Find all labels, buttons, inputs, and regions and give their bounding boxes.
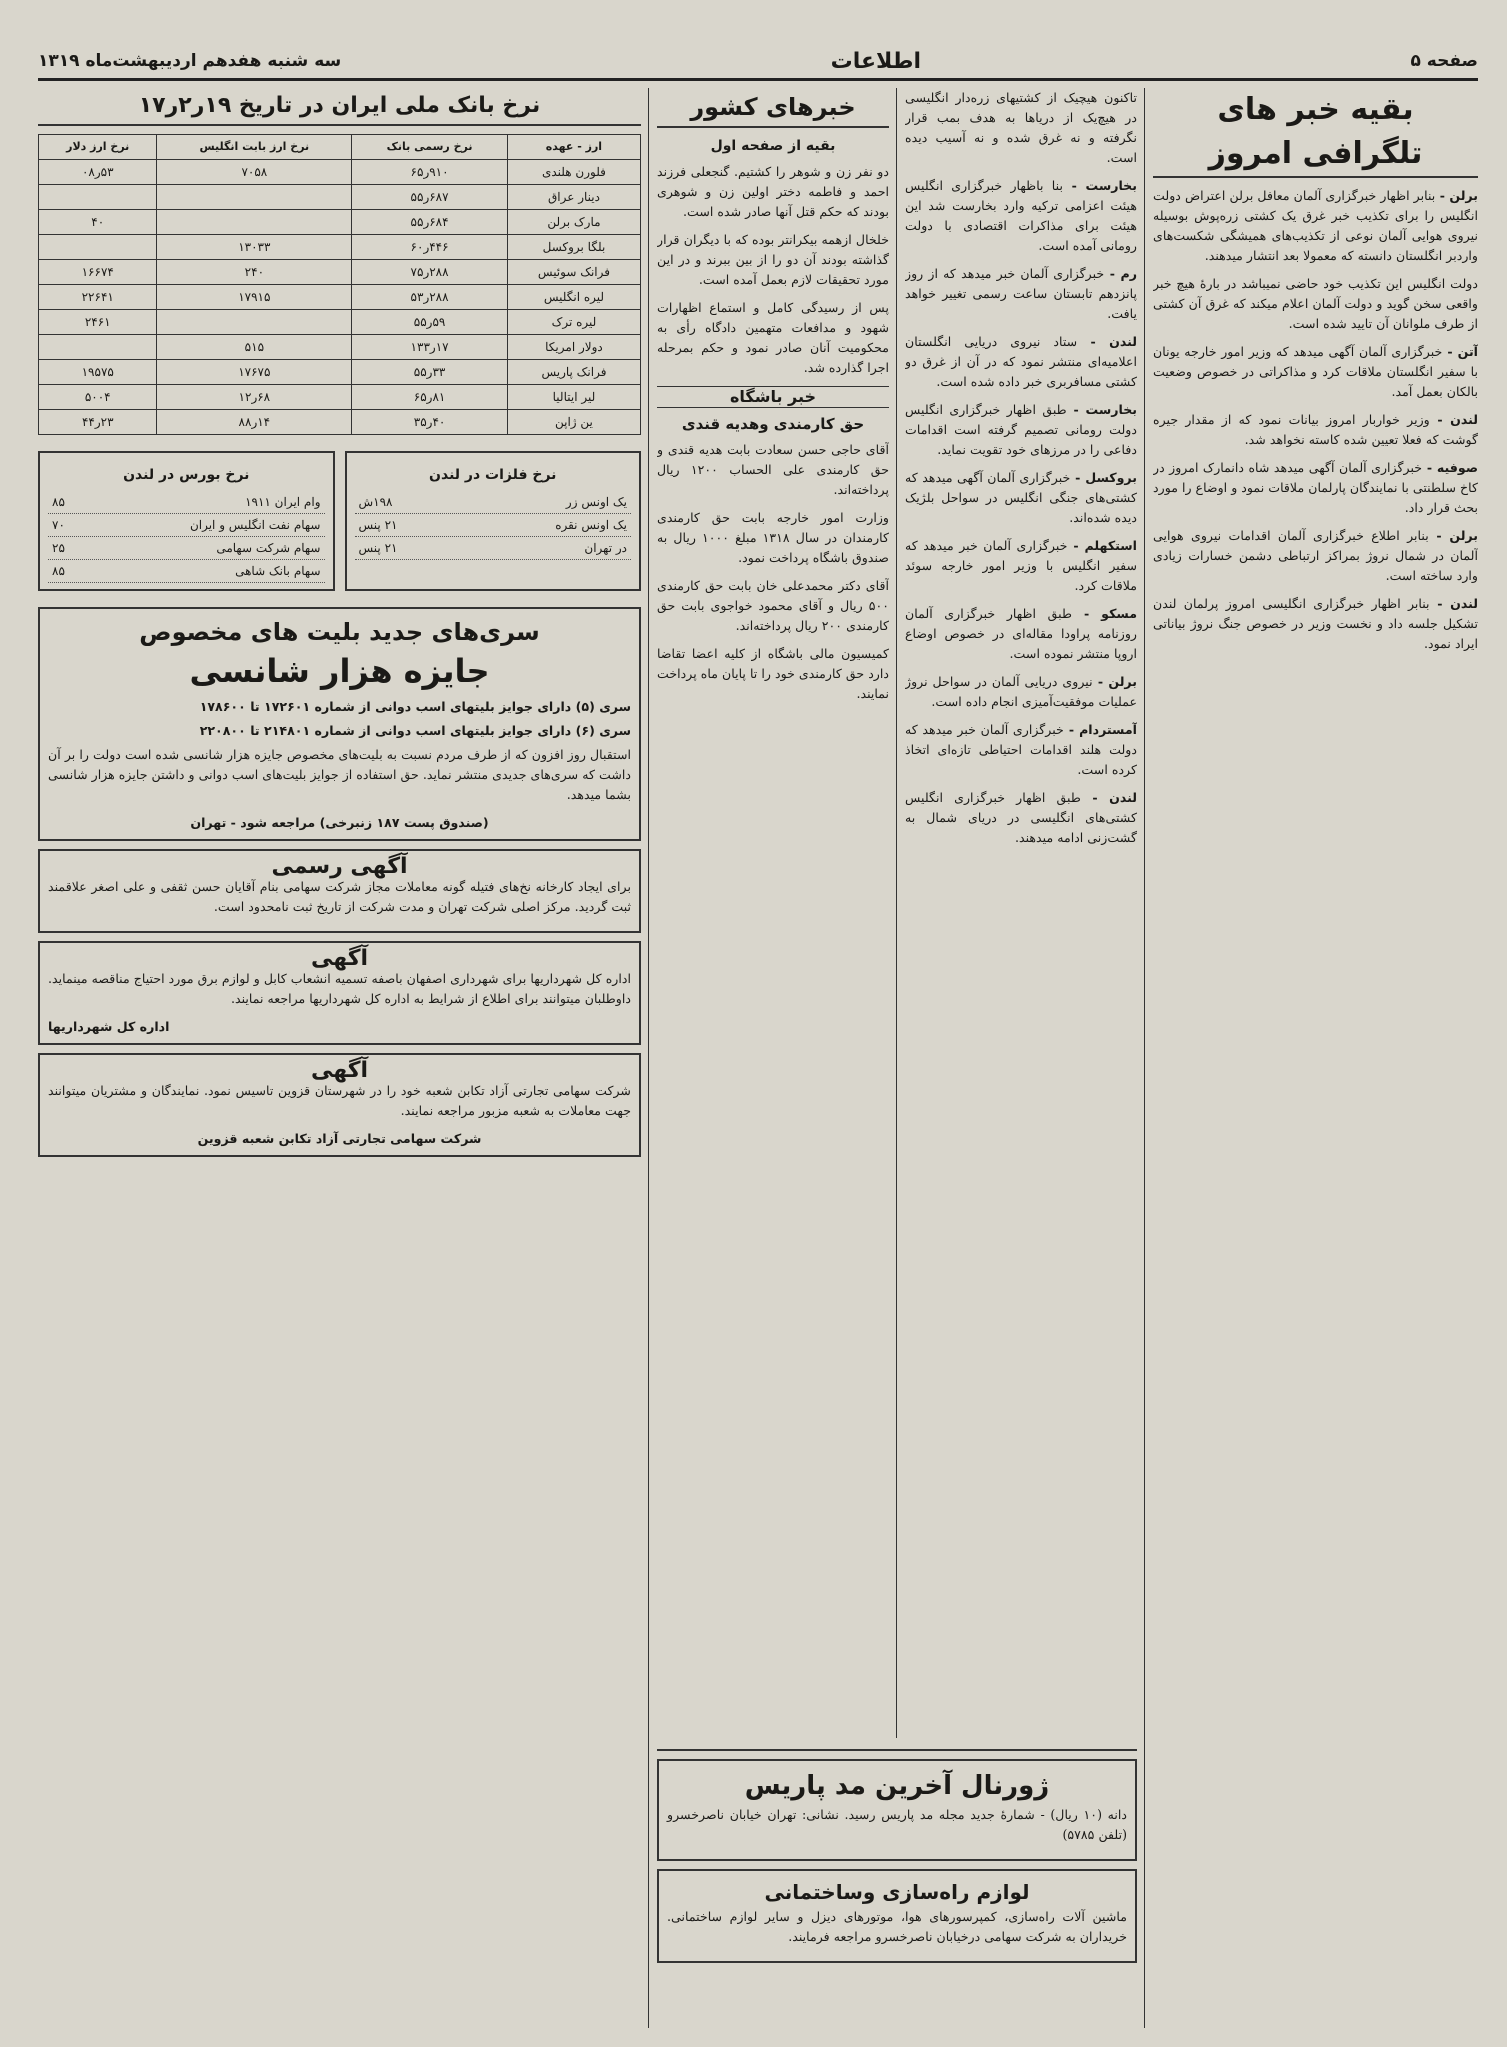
rates-cell: دینار عراق bbox=[507, 185, 640, 210]
metal-value: ۲۱ پنس bbox=[358, 518, 398, 532]
rates-row bbox=[39, 260, 641, 285]
news-item bbox=[905, 400, 1137, 460]
rates-cell bbox=[39, 235, 157, 260]
telegraph-item bbox=[1153, 410, 1478, 450]
company-notice-title: آگهی bbox=[310, 1058, 369, 1083]
club-news-body bbox=[657, 440, 889, 704]
metals-box bbox=[345, 451, 642, 591]
club-news-paragraph: آقای دکتر محمدعلی خان بابت حق کارمندی ۵۰۰ ریال و آقای محمود خواجوی بابت حق کارمندی ۲۰۰ ریال پرداخته‌اند. bbox=[657, 578, 889, 633]
rates-cell: ۲۸۸ر۷۵ bbox=[352, 260, 508, 285]
rates-cell: ۵۱۵ bbox=[157, 335, 352, 360]
news-dateline: استکهلم - bbox=[1067, 538, 1137, 553]
lottery-title: سری‌های جدید بلیت های مخصوص bbox=[139, 618, 540, 646]
news-text: خبرگزاری آلمان خبر میدهد که سفیر انگلیس با وزیر امور خارجه سوئد ملاقات کرد. bbox=[905, 538, 1137, 593]
news-text: طبق اظهار خبرگزاری آلمان روزنامه پراودا مقاله‌ای در خصوص اوضاع اروپا منتشر نموده است. bbox=[905, 606, 1137, 661]
news-item bbox=[905, 536, 1137, 596]
lottery-footer: (صندوق پست ۱۸۷ زنبرخی) مراجعه شود - تهران bbox=[190, 815, 489, 830]
metal-row bbox=[355, 514, 632, 537]
news-item bbox=[905, 332, 1137, 392]
supplies-text: ماشین آلات راه‌سازی، کمپرسورهای هوا، موتورهای دیزل و سایر لوازم ساختمانی. خریداران به شرکت سهامی درخیابان ناصرخسرو مراجعه فرمایند. bbox=[667, 1909, 1127, 1944]
news-dateline: لندن - bbox=[1077, 334, 1137, 349]
club-news-paragraph: آقای حاجی حسن سعادت بابت هدیه قندی و حق کارمندی علی الحساب ۱۲۰۰ ریال پرداخته‌اند. bbox=[657, 442, 889, 497]
news-dateline: رم - bbox=[1104, 266, 1137, 281]
rates-row bbox=[39, 235, 641, 260]
paper-name: اطلاعات bbox=[830, 48, 922, 74]
rates-cell: فرانک پاریس bbox=[507, 360, 640, 385]
bourse-title: نرخ بورس در لندن bbox=[123, 467, 250, 483]
column-news bbox=[905, 88, 1137, 1738]
column-rule bbox=[648, 88, 649, 2028]
news-item bbox=[905, 264, 1137, 324]
rates-cell: دولار امریکا bbox=[507, 335, 640, 360]
municipal-notice bbox=[38, 941, 641, 1045]
rates-cell: ۴۴۶ر۶۰ bbox=[352, 235, 508, 260]
newspaper-page bbox=[38, 44, 1478, 2034]
rates-cell bbox=[39, 185, 157, 210]
metal-row bbox=[355, 491, 632, 514]
metal-label: در تهران bbox=[584, 541, 627, 555]
rates-cell: ۸۱ر۶۵ bbox=[352, 385, 508, 410]
news-text: طبق اظهار خبرگزاری انگلیس کشتی‌های انگلیسی در دریای شمال به گشت‌زنی ادامه میدهند. bbox=[905, 790, 1137, 845]
metal-label: یک اونس نقره bbox=[555, 518, 627, 532]
column-country-news bbox=[657, 88, 889, 1738]
bourse-value: ۷۰ bbox=[52, 518, 65, 532]
telegraph-item bbox=[1153, 274, 1478, 334]
column-telegraph bbox=[1153, 88, 1478, 2028]
rates-column-header: نرخ ارز دلار bbox=[39, 135, 157, 160]
rates-cell: ۱۹۵۷۵ bbox=[39, 360, 157, 385]
rates-cell: ین ژاپن bbox=[507, 410, 640, 435]
rates-cell: ۱۷۶۷۵ bbox=[157, 360, 352, 385]
lottery-series-line: سری (۵) دارای جوایز بلیتهای اسب دوانی از شماره ۱۷۲۶۰۱ تا ۱۷۸۶۰۰ bbox=[199, 699, 631, 714]
telegraph-text: بنابر اطلاع خبرگزاری آلمان اقدامات نیروی هوایی آلمان در شمال نروژ بمراکز ارتباطی دشمن خسارات زیادی وارد ساخته است. bbox=[1153, 528, 1478, 583]
news-dateline: آمستردام - bbox=[1063, 722, 1137, 737]
telegraph-text: بنابر اظهار خبرگزاری آلمان معافل برلن اعتراض دولت انگلیس را برای تکذیب خبر غرق یک کشتی زره‌پوش بوسیله نیروی هوایی آلمان نوعی از تکذیب‌های همیشگی شکست‌های واردبر انگلستان دانسته که معمولا بعد انتشار میدهند. bbox=[1153, 188, 1478, 263]
news-items bbox=[905, 88, 1137, 848]
news-item bbox=[905, 176, 1137, 256]
column-rule bbox=[1144, 88, 1145, 2028]
municipal-notice-text: اداره کل شهرداریها برای شهرداری اصفهان باصفه تسمیه انشعاب کابل و لوازم برق مورد احتیاج مناقصه مینماید. داوطلبان میتوانند برای اطلاع از شرایط به اداره کل شهرداریها مراجعه نمایند. bbox=[48, 971, 631, 1006]
rates-row bbox=[39, 360, 641, 385]
rates-cell: ۱۷۹۱۵ bbox=[157, 285, 352, 310]
rates-cell: ۲۲۶۴۱ bbox=[39, 285, 157, 310]
journal-ad bbox=[657, 1759, 1137, 1861]
telegraph-item bbox=[1153, 526, 1478, 586]
column-rule bbox=[896, 88, 897, 1738]
club-news-paragraph: کمیسیون مالی باشگاه از کلیه اعضا تقاضا دارد حق کارمندی خود را تا پایان ماه پرداخت نمایند. bbox=[657, 646, 889, 701]
bourse-label: سهام شرکت سهامی bbox=[216, 541, 321, 555]
rates-row bbox=[39, 310, 641, 335]
country-news-paragraph: خلخال ازهمه بیکرانتر بوده که با دیگران قرار گذاشته بودند آن دو را از بین ببرند و در این مورد تحقیقات لازم بعمل آمده است. bbox=[657, 232, 889, 287]
supplies-ad bbox=[657, 1869, 1137, 1963]
rates-cell: لیر ایتالیا bbox=[507, 385, 640, 410]
rates-row bbox=[39, 335, 641, 360]
bourse-label: سهام نفت انگلیس و ایران bbox=[189, 518, 321, 532]
news-dateline: مسکو - bbox=[1071, 606, 1137, 621]
bourse-row bbox=[48, 537, 325, 560]
news-item bbox=[905, 468, 1137, 528]
company-notice-text: شرکت سهامی تجارتی آزاد تکابن شعبه خود را در شهرستان قزوین تاسیس نمود. نمایندگان و مشتریان میتوانند جهت معاملات به شعبه مزبور مراجعه نمایند. bbox=[48, 1083, 631, 1118]
news-text: خبرگزاری آلمان خبر میدهد که از روز پانزدهم تابستان ساعت رسمی تغییر خواهد یافت. bbox=[905, 266, 1137, 321]
membership-fee-title: حق کارمندی وهدیه قندی bbox=[681, 415, 865, 433]
telegraph-dateline: آتن - bbox=[1442, 344, 1478, 359]
rates-cell: لیره انگلیس bbox=[507, 285, 640, 310]
metal-value: ۱۹۸ش bbox=[358, 495, 393, 509]
news-text: خبرگزاری آلمان خبر میدهد که دولت هلند اقدامات احتیاطی تازه‌ای اتخاذ کرده است. bbox=[905, 722, 1137, 777]
rates-row bbox=[39, 385, 641, 410]
rates-cell: ۳۳ر۵۵ bbox=[352, 360, 508, 385]
lottery-text: استقبال روز افزون که از طرف مردم نسبت به بلیت‌های مخصوص جایزه هزار شانسی شده است دولت را بر آن داشت که سری‌های جدیدی منتشر نماید. حق استفاده از جوایز بلیت‌های اسب دوانی و داشتن جایزه هزار شانسی بشما میدهد. bbox=[48, 747, 631, 802]
bourse-value: ۲۵ bbox=[52, 541, 65, 555]
rates-row bbox=[39, 410, 641, 435]
bourse-value: ۸۵ bbox=[52, 564, 65, 578]
country-news-body bbox=[657, 162, 889, 378]
supplies-title: لوازم راه‌سازی وساختمانی bbox=[764, 1880, 1030, 1904]
official-notice bbox=[38, 849, 641, 933]
telegraph-dateline: لندن - bbox=[1429, 412, 1478, 427]
bourse-value: ۸۵ bbox=[52, 495, 65, 509]
rates-cell bbox=[157, 185, 352, 210]
column-rates-ads bbox=[38, 88, 641, 2028]
lottery-series-line: سری (۶) دارای جوایز بلیتهای اسب دوانی از شماره ۲۱۴۸۰۱ تا ۲۲۰۸۰۰ bbox=[199, 723, 631, 738]
rates-cell bbox=[39, 335, 157, 360]
news-text: تاکنون هیچیک از کشتیهای زره‌دار انگلیسی در هیچ‌یک از دریاها به هدف بمب قرار نگرفته و نه غرق شده و نه آسیب دیده است. bbox=[905, 90, 1137, 165]
rates-cell: ۹۱۰ر۶۵ bbox=[352, 160, 508, 185]
news-text: نیروی دریایی آلمان در سواحل نروژ عملیات موفقیت‌آمیزی انجام داده است. bbox=[905, 674, 1137, 709]
rates-cell: ۱۶۶۷۴ bbox=[39, 260, 157, 285]
official-notice-text: برای ایجاد کارخانه نخ‌های فتیله گونه معاملات مجاز شرکت سهامی بنام آقایان حسن ثقفی و علی اصغر علاقمند ثبت گردید. مرکز اصلی شرکت تهران و مدت شرکت از تاریخ ثبت نامحدود است. bbox=[48, 879, 631, 914]
bottom-ads bbox=[657, 1749, 1137, 2031]
rates-cell: ۴۰ر۳۵ bbox=[352, 410, 508, 435]
telegraph-item bbox=[1153, 186, 1478, 266]
currency-rates-table bbox=[38, 134, 641, 435]
rates-cell: ۵۹ر۵۵ bbox=[352, 310, 508, 335]
telegraph-text: خبرگزاری آلمان آگهی میدهد شاه دانمارک امروز در کاخ سلطنتی با نمایندگان پارلمان ملاقات نمود و اوضاع را مورد بحث قرار داد. bbox=[1153, 460, 1478, 515]
news-text: طبق اظهار خبرگزاری انگلیس دولت رومانی تصمیم گرفته است اقدامات دفاعی را در مرزهای خود تقویت نماید. bbox=[905, 402, 1137, 457]
country-news-paragraph: پس از رسیدگی کامل و استماع اظهارات شهود و مدافعات متهمین دادگاه رأی به محکومیت آنان صادر نمود و حکم بمرحله اجرا گذارده شد. bbox=[657, 300, 889, 375]
bourse-row bbox=[48, 560, 325, 583]
telegraph-dateline: لندن - bbox=[1429, 596, 1478, 611]
news-dateline: برلن - bbox=[1092, 674, 1137, 689]
news-item bbox=[905, 720, 1137, 780]
rates-cell: بلگا بروکسل bbox=[507, 235, 640, 260]
telegraph-item bbox=[1153, 458, 1478, 518]
club-news-paragraph: وزارت امور خارجه بابت حق کارمندی کارمندان در سال ۱۳۱۸ مبلغ ۱۰۰۰ ریال به صندوق باشگاه پرداخت نمود. bbox=[657, 510, 889, 565]
news-text: خبرگزاری آلمان آگهی میدهد که کشتی‌های جنگی انگلیس در سواحل بلژیک دیده شده‌اند. bbox=[905, 470, 1137, 525]
telegraph-text: وزیر خواربار امروز بیانات نمود که از مقدار جیره گوشت که فعلا تعیین شده کاسته نخواهد شد. bbox=[1153, 412, 1478, 447]
rates-cell: لیره ترک bbox=[507, 310, 640, 335]
rates-cell: ۱۴ر۸۸ bbox=[157, 410, 352, 435]
rates-cell bbox=[157, 310, 352, 335]
rates-column-header: نرخ ارز بابت انگلیس bbox=[157, 135, 352, 160]
bourse-row bbox=[48, 491, 325, 514]
page-header bbox=[38, 44, 1478, 81]
rates-row bbox=[39, 210, 641, 235]
news-text: ستاد نیروی دریایی انگلستان اعلامیه‌ای منتشر نمود که در آن از غرق دو کشتی مسافربری خبر داده شده است. bbox=[905, 334, 1137, 389]
country-news-title: خبرهای کشور bbox=[657, 88, 889, 128]
rates-cell: ۶۸۷ر۵۵ bbox=[352, 185, 508, 210]
rates-cell: ۴۰ bbox=[39, 210, 157, 235]
rates-cell bbox=[157, 210, 352, 235]
issue-date: سه شنبه هفدهم اردیبهشت‌ماه ۱۳۱۹ bbox=[38, 51, 342, 71]
telegraph-dateline: برلن - bbox=[1428, 528, 1478, 543]
metal-row bbox=[355, 537, 632, 560]
rates-row bbox=[39, 160, 641, 185]
rates-cell: ۲۸۸ر۵۳ bbox=[352, 285, 508, 310]
telegraph-text: دولت انگلیس این تکذیب خود حاضی نمیباشد در بارهٔ هیچ خبر واقعی سخن گوید و دولت آلمان اعلام میکند که غرق آن کشتی از طرف ملوانان آن تایید شده است. bbox=[1153, 276, 1478, 331]
rates-cell: ۵۳ر۰۸ bbox=[39, 160, 157, 185]
rates-cell: مارک برلن bbox=[507, 210, 640, 235]
bourse-label: سهام بانک شاهی bbox=[235, 564, 321, 578]
rates-cell: ۱۷ر۱۳۳ bbox=[352, 335, 508, 360]
news-dateline: لندن - bbox=[1080, 790, 1137, 805]
rates-cell: ۲۴۶۱ bbox=[39, 310, 157, 335]
telegraph-title: بقیه خبر های تلگرافی امروز bbox=[1153, 88, 1478, 178]
news-text: بنا باظهار خبرگزاری انگلیس هیئت اعزامی ترکیه وارد بخارست شد این هیئت برای مذاکرات اقتصادی با دولت رومانی آمده است. bbox=[905, 178, 1137, 253]
rates-cell: فلورن هلندی bbox=[507, 160, 640, 185]
bank-rates-title: نرخ بانک ملی ایران در تاریخ ۱۹ر۲ر۱۷ bbox=[38, 88, 641, 126]
journal-title: ژورنال آخرین مد پاریس bbox=[744, 1771, 1050, 1801]
metal-label: یک اونس زر bbox=[565, 495, 627, 509]
metal-value: ۲۱ پنس bbox=[358, 541, 398, 555]
rates-cell: ۷۰۵۸ bbox=[157, 160, 352, 185]
company-notice bbox=[38, 1053, 641, 1157]
telegraph-item bbox=[1153, 594, 1478, 654]
rates-cell: ۱۳۰۳۳ bbox=[157, 235, 352, 260]
rates-cell: ۲۴۰ bbox=[157, 260, 352, 285]
rates-cell: ۶۸ر۱۲ bbox=[157, 385, 352, 410]
rates-row bbox=[39, 285, 641, 310]
news-dateline: بروکسل - bbox=[1070, 470, 1137, 485]
telegraph-text: بنابر اظهار خبرگزاری انگلیسی امروز پرلمان لندن تشکیل جلسه داد و نخست وزیر در خصوص جنگ نروژ بیاناتی ایراد نمود. bbox=[1153, 596, 1478, 651]
news-item bbox=[905, 788, 1137, 848]
rates-column-header: نرخ رسمی بانک bbox=[352, 135, 508, 160]
telegraph-dateline: برلن - bbox=[1435, 188, 1478, 203]
rates-column-header: ارز - عهده bbox=[507, 135, 640, 160]
bourse-box bbox=[38, 451, 335, 591]
journal-text: دانه (۱۰ ریال) - شمارۀ جدید مجله مد پاریس رسید. نشانی: تهران خیابان ناصرخسرو (تلفن ۵۷۸۵) bbox=[667, 1807, 1128, 1842]
municipal-notice-title: آگهی bbox=[310, 946, 369, 971]
news-dateline: بخارست - bbox=[1062, 178, 1137, 193]
telegraph-items bbox=[1153, 186, 1478, 654]
bourse-label: وام ایران ۱۹۱۱ bbox=[245, 495, 321, 509]
lottery-big-title: جایزه هزار شانسی bbox=[189, 652, 490, 690]
rates-cell: ۲۳ر۴۴ bbox=[39, 410, 157, 435]
metals-title: نرخ فلزات در لندن bbox=[429, 467, 557, 483]
municipal-notice-sign: اداره کل شهرداریها bbox=[48, 1019, 170, 1034]
news-item bbox=[905, 672, 1137, 712]
continued-label: بقیه از صفحه اول bbox=[710, 138, 836, 154]
news-dateline: بخارست - bbox=[1066, 402, 1137, 417]
telegraph-dateline: صوفیه - bbox=[1422, 460, 1478, 475]
news-item bbox=[905, 604, 1137, 664]
country-news-paragraph: دو نفر زن و شوهر را کشتیم. گنجعلی فرزند احمد و فاطمه دختر اولین زن و شوهری بودند که حکم قتل آنها صادر شده است. bbox=[657, 164, 889, 219]
telegraph-text: خبرگزاری آلمان آگهی میدهد که وزیر امور خارجه یونان با سفیر انگلستان ملاقات کرد و مذاکراتی در خصوص وضعیت بالکان بعمل آمد. bbox=[1153, 344, 1478, 399]
rates-cell: فرانک سوئیس bbox=[507, 260, 640, 285]
bourse-row bbox=[48, 514, 325, 537]
market-boxes bbox=[38, 443, 641, 599]
rates-row bbox=[39, 185, 641, 210]
telegraph-item bbox=[1153, 342, 1478, 402]
page-number: صفحه ۵ bbox=[1410, 51, 1478, 71]
official-notice-title: آگهی رسمی bbox=[271, 854, 408, 879]
news-item bbox=[905, 88, 1137, 168]
rates-cell: ۵۰۰۴ bbox=[39, 385, 157, 410]
company-notice-sign: شرکت سهامی تجارتی آزاد تکابن شعبه قزوین bbox=[197, 1131, 482, 1146]
club-news-title: خبر باشگاه bbox=[657, 386, 889, 408]
rates-cell: ۶۸۴ر۵۵ bbox=[352, 210, 508, 235]
lottery-ad bbox=[38, 607, 641, 841]
